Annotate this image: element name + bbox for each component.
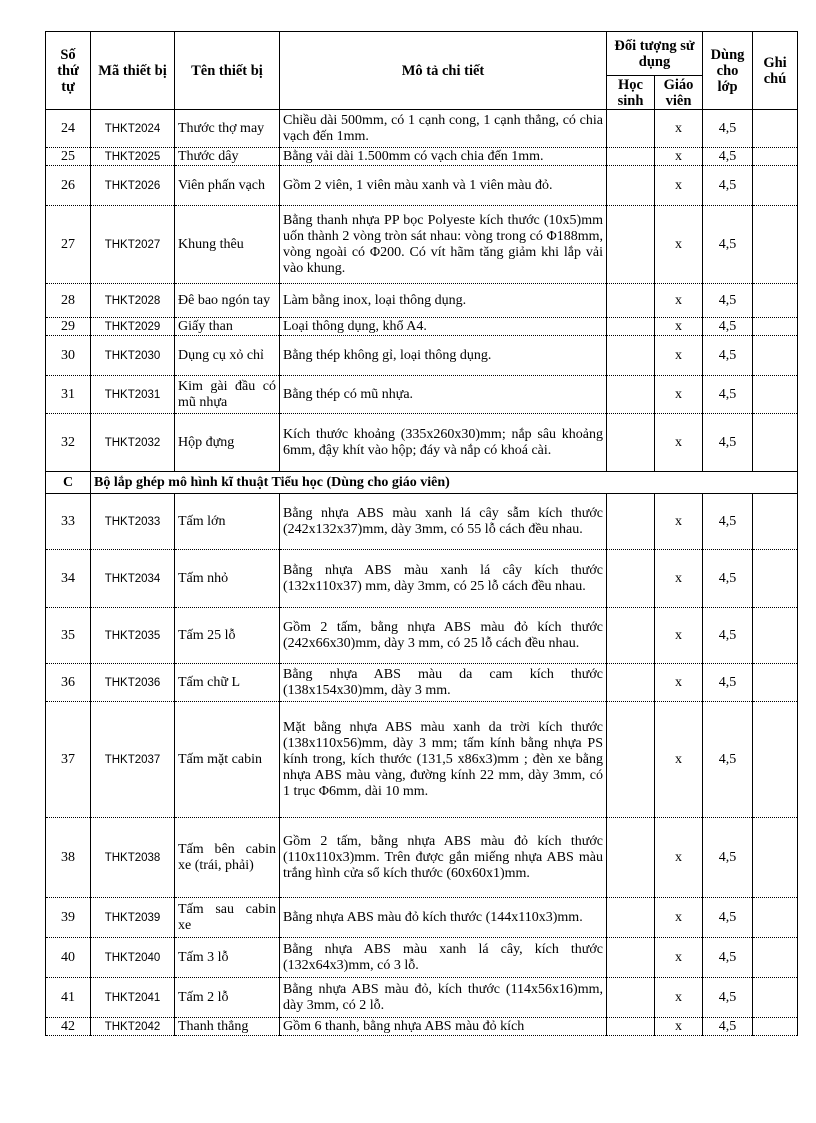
table-row bbox=[46, 336, 798, 376]
cell-ma: THKT2036 bbox=[91, 664, 175, 702]
cell-ten: Hộp đựng bbox=[175, 414, 280, 472]
cell-mota: Mặt bằng nhựa ABS màu xanh da trời kích thước (138x110x56)mm, dày 3 mm; tấm kính bằng nhựa PS kính trong, kích thước (131,5 x86x3)mm ; đèn xe bằng nhựa ABS màu vàng, đường kính 22 mm, dày 3mm, có 1 trục Φ6mm, dài 10 mm. bbox=[280, 702, 607, 818]
table-row bbox=[46, 702, 798, 818]
table-row bbox=[46, 550, 798, 608]
cell-ten: Tấm 3 lỗ bbox=[175, 938, 280, 978]
cell-ten: Tấm 25 lỗ bbox=[175, 608, 280, 664]
cell-mota: Kích thước khoảng (335x260x30)mm; nắp sâu khoảng 6mm, đậy khít vào hộp; đáy và nắp có khoá cài. bbox=[280, 414, 607, 472]
cell-stt: 25 bbox=[46, 148, 91, 166]
cell-giao-vien: x bbox=[655, 1018, 703, 1036]
cell-giao-vien: x bbox=[655, 148, 703, 166]
cell-hoc-sinh bbox=[607, 818, 655, 898]
cell-ghi-chu bbox=[753, 166, 798, 206]
cell-mota: Bằng nhựa ABS màu xanh lá cây, kích thước (132x64x3)mm, có 3 lỗ. bbox=[280, 938, 607, 978]
cell-mota: Loại thông dụng, khổ A4. bbox=[280, 318, 607, 336]
table-row bbox=[46, 110, 798, 148]
cell-dung-cho-lop: 4,5 bbox=[703, 818, 753, 898]
cell-ten: Tấm chữ L bbox=[175, 664, 280, 702]
cell-mota: Bằng nhựa ABS màu xanh lá cây sẫm kích thước (242x132x37)mm, dày 3mm, có 55 lỗ cách đều nhau. bbox=[280, 494, 607, 550]
cell-ten: Khung thêu bbox=[175, 206, 280, 284]
cell-stt: 42 bbox=[46, 1018, 91, 1036]
cell-hoc-sinh bbox=[607, 978, 655, 1018]
cell-ma: THKT2034 bbox=[91, 550, 175, 608]
cell-giao-vien: x bbox=[655, 664, 703, 702]
cell-mota: Gồm 2 tấm, bằng nhựa ABS màu đỏ kích thước (110x110x3)mm. Trên được gắn miếng nhựa ABS màu trắng hình cửa sổ kích thước (60x60x1)mm. bbox=[280, 818, 607, 898]
cell-dung-cho-lop: 4,5 bbox=[703, 494, 753, 550]
cell-stt: 35 bbox=[46, 608, 91, 664]
cell-ten: Đê bao ngón tay bbox=[175, 284, 280, 318]
cell-hoc-sinh bbox=[607, 336, 655, 376]
header-ten: Tên thiết bị bbox=[175, 32, 280, 110]
cell-giao-vien: x bbox=[655, 284, 703, 318]
cell-mota: Gồm 2 tấm, bằng nhựa ABS màu đỏ kích thước (242x66x30)mm, dày 3 mm, có 25 lỗ cách đều nhau. bbox=[280, 608, 607, 664]
cell-ghi-chu bbox=[753, 702, 798, 818]
section-c-title: Bộ lắp ghép mô hình kĩ thuật Tiểu học (Dùng cho giáo viên) bbox=[91, 472, 798, 494]
header-ma: Mã thiết bị bbox=[91, 32, 175, 110]
cell-dung-cho-lop: 4,5 bbox=[703, 978, 753, 1018]
cell-hoc-sinh bbox=[607, 414, 655, 472]
cell-ma: THKT2040 bbox=[91, 938, 175, 978]
table-section-c bbox=[46, 472, 798, 494]
cell-ma: THKT2037 bbox=[91, 702, 175, 818]
cell-ten: Tấm bên cabin xe (trái, phải) bbox=[175, 818, 280, 898]
cell-giao-vien: x bbox=[655, 978, 703, 1018]
table-row bbox=[46, 818, 798, 898]
cell-dung-cho-lop: 4,5 bbox=[703, 608, 753, 664]
cell-hoc-sinh bbox=[607, 898, 655, 938]
cell-dung-cho-lop: 4,5 bbox=[703, 664, 753, 702]
cell-mota: Bằng thép có mũ nhựa. bbox=[280, 376, 607, 414]
cell-stt: 26 bbox=[46, 166, 91, 206]
cell-stt: 40 bbox=[46, 938, 91, 978]
cell-hoc-sinh bbox=[607, 376, 655, 414]
cell-ghi-chu bbox=[753, 110, 798, 148]
cell-hoc-sinh bbox=[607, 608, 655, 664]
cell-stt: 28 bbox=[46, 284, 91, 318]
table-row bbox=[46, 414, 798, 472]
cell-ghi-chu bbox=[753, 664, 798, 702]
header-doi-tuong: Đối tượng sử dụng bbox=[607, 32, 703, 76]
table-row bbox=[46, 494, 798, 550]
cell-mota: Gồm 2 viên, 1 viên màu xanh và 1 viên màu đỏ. bbox=[280, 166, 607, 206]
cell-stt: 38 bbox=[46, 818, 91, 898]
cell-dung-cho-lop: 4,5 bbox=[703, 336, 753, 376]
cell-ten: Kim gài đầu có mũ nhựa bbox=[175, 376, 280, 414]
table-row bbox=[46, 166, 798, 206]
cell-hoc-sinh bbox=[607, 284, 655, 318]
cell-giao-vien: x bbox=[655, 414, 703, 472]
table-row bbox=[46, 978, 798, 1018]
cell-giao-vien: x bbox=[655, 166, 703, 206]
cell-stt: 36 bbox=[46, 664, 91, 702]
cell-hoc-sinh bbox=[607, 318, 655, 336]
cell-ma: THKT2031 bbox=[91, 376, 175, 414]
cell-ghi-chu bbox=[753, 318, 798, 336]
cell-ghi-chu bbox=[753, 550, 798, 608]
cell-ten: Thước dây bbox=[175, 148, 280, 166]
cell-mota: Bằng nhựa ABS màu xanh lá cây kích thước (132x110x37) mm, dày 3mm, có 25 lỗ cách đều nhau. bbox=[280, 550, 607, 608]
cell-ma: THKT2028 bbox=[91, 284, 175, 318]
cell-ten: Tấm sau cabin xe bbox=[175, 898, 280, 938]
cell-dung-cho-lop: 4,5 bbox=[703, 550, 753, 608]
cell-mota: Bằng nhựa ABS màu đỏ kích thước (144x110x3)mm. bbox=[280, 898, 607, 938]
cell-hoc-sinh bbox=[607, 148, 655, 166]
section-c-label: C bbox=[46, 472, 91, 494]
cell-ghi-chu bbox=[753, 818, 798, 898]
cell-giao-vien: x bbox=[655, 818, 703, 898]
cell-stt: 31 bbox=[46, 376, 91, 414]
cell-stt: 27 bbox=[46, 206, 91, 284]
table-row bbox=[46, 148, 798, 166]
table-body-a bbox=[46, 110, 798, 472]
cell-ghi-chu bbox=[753, 336, 798, 376]
cell-giao-vien: x bbox=[655, 206, 703, 284]
cell-mota: Gồm 6 thanh, bằng nhựa ABS màu đỏ kích bbox=[280, 1018, 607, 1036]
cell-giao-vien: x bbox=[655, 938, 703, 978]
cell-ma: THKT2033 bbox=[91, 494, 175, 550]
cell-ten: Tấm mặt cabin bbox=[175, 702, 280, 818]
cell-dung-cho-lop: 4,5 bbox=[703, 318, 753, 336]
cell-ten: Tấm lớn bbox=[175, 494, 280, 550]
cell-ma: THKT2025 bbox=[91, 148, 175, 166]
table-row bbox=[46, 938, 798, 978]
cell-dung-cho-lop: 4,5 bbox=[703, 702, 753, 818]
cell-ghi-chu bbox=[753, 494, 798, 550]
cell-stt: 33 bbox=[46, 494, 91, 550]
cell-ghi-chu bbox=[753, 978, 798, 1018]
cell-mota: Chiều dài 500mm, có 1 cạnh cong, 1 cạnh thẳng, có chia vạch đến 1mm. bbox=[280, 110, 607, 148]
cell-ghi-chu bbox=[753, 206, 798, 284]
cell-stt: 29 bbox=[46, 318, 91, 336]
cell-mota: Bằng nhựa ABS màu đỏ, kích thước (114x56x16)mm, dày 3mm, có 2 lỗ. bbox=[280, 978, 607, 1018]
equipment-table bbox=[45, 31, 798, 1036]
table-row bbox=[46, 1018, 798, 1036]
cell-hoc-sinh bbox=[607, 664, 655, 702]
header-stt: Số thứ tự bbox=[46, 32, 91, 110]
cell-ma: THKT2029 bbox=[91, 318, 175, 336]
cell-hoc-sinh bbox=[607, 494, 655, 550]
cell-stt: 41 bbox=[46, 978, 91, 1018]
cell-ghi-chu bbox=[753, 376, 798, 414]
cell-ma: THKT2038 bbox=[91, 818, 175, 898]
cell-dung-cho-lop: 4,5 bbox=[703, 206, 753, 284]
cell-dung-cho-lop: 4,5 bbox=[703, 414, 753, 472]
cell-mota: Bằng thanh nhựa PP bọc Polyeste kích thước (10x5)mm uốn thành 2 vòng tròn sát nhau: vòng trong có Φ188mm, vòng ngoài có Φ200. Có vít hãm tăng giảm khi lắp vải vào khung. bbox=[280, 206, 607, 284]
cell-stt: 39 bbox=[46, 898, 91, 938]
cell-dung-cho-lop: 4,5 bbox=[703, 938, 753, 978]
header-dung-cho-lop: Dùng cho lớp bbox=[703, 32, 753, 110]
cell-giao-vien: x bbox=[655, 376, 703, 414]
cell-ghi-chu bbox=[753, 284, 798, 318]
cell-stt: 24 bbox=[46, 110, 91, 148]
cell-ma: THKT2027 bbox=[91, 206, 175, 284]
cell-ten: Thước thợ may bbox=[175, 110, 280, 148]
cell-dung-cho-lop: 4,5 bbox=[703, 166, 753, 206]
cell-ten: Tấm nhỏ bbox=[175, 550, 280, 608]
cell-ma: THKT2035 bbox=[91, 608, 175, 664]
cell-stt: 32 bbox=[46, 414, 91, 472]
cell-ma: THKT2030 bbox=[91, 336, 175, 376]
cell-giao-vien: x bbox=[655, 110, 703, 148]
cell-mota: Bằng thép không gỉ, loại thông dụng. bbox=[280, 336, 607, 376]
cell-ten: Dụng cụ xỏ chỉ bbox=[175, 336, 280, 376]
cell-ghi-chu bbox=[753, 148, 798, 166]
cell-ma: THKT2039 bbox=[91, 898, 175, 938]
cell-hoc-sinh bbox=[607, 702, 655, 818]
cell-hoc-sinh bbox=[607, 110, 655, 148]
cell-ma: THKT2042 bbox=[91, 1018, 175, 1036]
cell-dung-cho-lop: 4,5 bbox=[703, 898, 753, 938]
cell-mota: Làm bằng inox, loại thông dụng. bbox=[280, 284, 607, 318]
table-row bbox=[46, 898, 798, 938]
cell-ghi-chu bbox=[753, 898, 798, 938]
cell-mota: Bằng nhựa ABS màu da cam kích thước (138x154x30)mm, dày 3 mm. bbox=[280, 664, 607, 702]
cell-ghi-chu bbox=[753, 1018, 798, 1036]
cell-giao-vien: x bbox=[655, 336, 703, 376]
header-mota: Mô tả chi tiết bbox=[280, 32, 607, 110]
cell-ten: Giấy than bbox=[175, 318, 280, 336]
cell-giao-vien: x bbox=[655, 898, 703, 938]
cell-ghi-chu bbox=[753, 608, 798, 664]
table-row bbox=[46, 318, 798, 336]
cell-ghi-chu bbox=[753, 414, 798, 472]
cell-dung-cho-lop: 4,5 bbox=[703, 110, 753, 148]
cell-ma: THKT2032 bbox=[91, 414, 175, 472]
header-ghi-chu: Ghi chú bbox=[753, 32, 798, 110]
table-row bbox=[46, 376, 798, 414]
cell-dung-cho-lop: 4,5 bbox=[703, 148, 753, 166]
cell-ma: THKT2041 bbox=[91, 978, 175, 1018]
table-row bbox=[46, 284, 798, 318]
table-row bbox=[46, 206, 798, 284]
cell-giao-vien: x bbox=[655, 608, 703, 664]
cell-hoc-sinh bbox=[607, 550, 655, 608]
cell-giao-vien: x bbox=[655, 550, 703, 608]
table-row bbox=[46, 608, 798, 664]
cell-ten: Thanh thẳng bbox=[175, 1018, 280, 1036]
cell-hoc-sinh bbox=[607, 938, 655, 978]
cell-dung-cho-lop: 4,5 bbox=[703, 1018, 753, 1036]
cell-ma: THKT2024 bbox=[91, 110, 175, 148]
cell-stt: 34 bbox=[46, 550, 91, 608]
table-row bbox=[46, 664, 798, 702]
table-header bbox=[46, 32, 798, 110]
cell-mota: Bằng vải dài 1.500mm có vạch chia đến 1mm. bbox=[280, 148, 607, 166]
header-giao-vien: Giáo viên bbox=[655, 76, 703, 110]
cell-ten: Tấm 2 lỗ bbox=[175, 978, 280, 1018]
cell-dung-cho-lop: 4,5 bbox=[703, 376, 753, 414]
cell-stt: 37 bbox=[46, 702, 91, 818]
cell-ma: THKT2026 bbox=[91, 166, 175, 206]
cell-ghi-chu bbox=[753, 938, 798, 978]
cell-ten: Viên phấn vạch bbox=[175, 166, 280, 206]
cell-giao-vien: x bbox=[655, 494, 703, 550]
cell-hoc-sinh bbox=[607, 206, 655, 284]
cell-stt: 30 bbox=[46, 336, 91, 376]
cell-giao-vien: x bbox=[655, 702, 703, 818]
cell-giao-vien: x bbox=[655, 318, 703, 336]
cell-dung-cho-lop: 4,5 bbox=[703, 284, 753, 318]
table-body-c bbox=[46, 494, 798, 1036]
header-hoc-sinh: Học sinh bbox=[607, 76, 655, 110]
cell-hoc-sinh bbox=[607, 1018, 655, 1036]
cell-hoc-sinh bbox=[607, 166, 655, 206]
